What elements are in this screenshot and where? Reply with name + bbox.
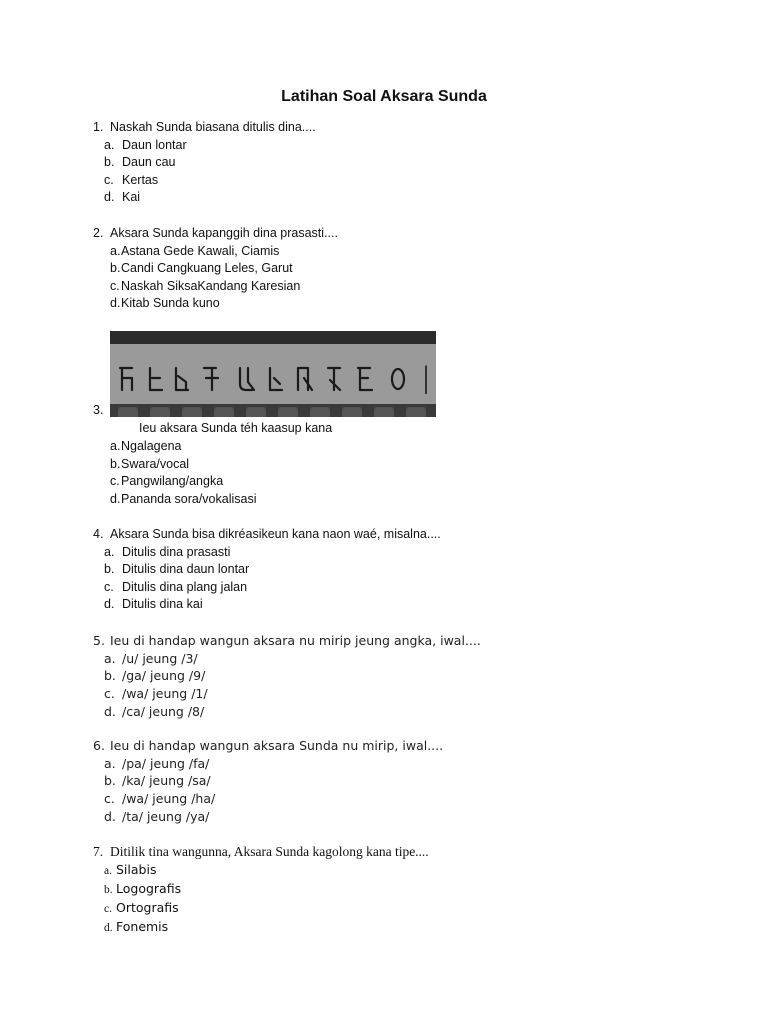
question-4: [93, 526, 441, 614]
option-text: Swara/vocal: [121, 456, 190, 471]
option-c[interactable]: [110, 473, 257, 491]
option-d[interactable]: [93, 918, 429, 937]
question-7: [93, 843, 429, 937]
option-c[interactable]: [93, 278, 338, 296]
question-text: Ieu aksara Sunda téh kaasup kana: [139, 421, 333, 435]
option-a[interactable]: [93, 755, 443, 773]
image-label-chip: [182, 407, 202, 417]
option-letter: b.: [104, 668, 116, 684]
option-d[interactable]: [93, 295, 338, 313]
options-list: [93, 755, 443, 826]
option-text: Fonemis: [116, 918, 169, 934]
options-list: [110, 438, 257, 508]
question-number: 7.: [93, 844, 104, 859]
image-label-chip: [278, 407, 298, 417]
image-label-chip: [118, 407, 138, 417]
question-number: 1.: [93, 120, 104, 134]
question-stem: [93, 526, 441, 544]
options-list: [93, 243, 338, 313]
option-letter: b.: [104, 155, 115, 170]
option-a[interactable]: [93, 650, 481, 668]
option-text: /u/ jeung /3/: [122, 650, 198, 666]
option-d[interactable]: [93, 808, 443, 826]
question-5: [93, 632, 481, 721]
option-text: Pangwilang/angka: [121, 474, 224, 489]
option-text: Silabis: [116, 861, 157, 877]
options-list: [93, 137, 316, 207]
option-c[interactable]: [93, 172, 316, 190]
option-text: /ta/ jeung /ya/: [122, 808, 210, 824]
option-d[interactable]: [93, 703, 481, 721]
options-list: [93, 650, 481, 721]
option-b[interactable]: [93, 880, 429, 899]
option-b[interactable]: [110, 456, 257, 474]
sundanese-script-glyphs-image: [110, 331, 436, 417]
option-letter: a.: [104, 544, 115, 559]
question-number: 2.: [93, 226, 104, 240]
question-stem: [93, 843, 429, 861]
option-letter: c.: [104, 172, 114, 187]
option-b[interactable]: [93, 772, 443, 790]
image-label-chip: [374, 407, 394, 417]
sundanese-glyphs-icon: [118, 364, 436, 394]
option-text: Ditulis dina kai: [122, 597, 203, 612]
question-text: Ieu di handap wangun aksara nu mirip jeung angka, iwal....: [110, 633, 481, 648]
question-text: Ditilik tina wangunna, Aksara Sunda kagolong kana tipe....: [110, 844, 429, 859]
option-letter: d.: [104, 808, 116, 824]
option-text: /ca/ jeung /8/: [122, 703, 205, 719]
question-stem: [93, 632, 481, 650]
option-text: Logografis: [116, 880, 182, 896]
image-label-chip: [310, 407, 330, 417]
option-c[interactable]: [93, 899, 429, 918]
question-2: [93, 225, 338, 313]
option-b[interactable]: [93, 260, 338, 278]
option-text: Ortografis: [116, 899, 179, 915]
option-d[interactable]: [93, 596, 441, 614]
option-letter: c.: [104, 579, 114, 594]
option-letter: d.: [104, 703, 116, 719]
option-letter: a.: [110, 243, 121, 258]
question-number: 5.: [93, 633, 105, 648]
option-text: Ditulis dina daun lontar: [122, 562, 250, 577]
question-text: Naskah Sunda biasana ditulis dina....: [110, 120, 316, 134]
option-text: Astana Gede Kawali, Ciamis: [121, 243, 280, 258]
option-text: Ditulis dina plang jalan: [122, 579, 248, 594]
page-title: Latihan Soal Aksara Sunda: [281, 88, 487, 105]
option-d[interactable]: [93, 189, 316, 207]
option-letter: d.: [104, 921, 113, 934]
option-text: Kertas: [122, 172, 159, 187]
option-a[interactable]: [93, 137, 316, 155]
question-stem: [93, 737, 443, 755]
option-b[interactable]: [93, 154, 316, 172]
option-text: /ka/ jeung /sa/: [122, 773, 211, 789]
image-label-chip: [246, 407, 266, 417]
option-text: Kitab Sunda kuno: [121, 296, 220, 311]
option-text: /ga/ jeung /9/: [122, 668, 206, 684]
option-text: Daun lontar: [122, 137, 187, 152]
option-text: Naskah SiksaKandang Karesian: [121, 278, 301, 293]
option-letter: c.: [110, 474, 120, 489]
option-letter: a.: [110, 439, 121, 453]
option-letter: b.: [110, 261, 121, 276]
option-letter: a.: [104, 864, 112, 877]
option-c[interactable]: [93, 685, 481, 703]
option-b[interactable]: [93, 667, 481, 685]
option-letter: b.: [104, 883, 113, 896]
question-stem: [93, 119, 316, 137]
option-letter: a.: [104, 755, 116, 771]
question-number: 3.: [93, 403, 104, 417]
option-a[interactable]: [93, 861, 429, 880]
question-text: Aksara Sunda bisa dikréasikeun kana naon waé, misalna....: [110, 527, 441, 541]
option-text: Kai: [122, 190, 141, 205]
image-top-bar: [110, 331, 436, 344]
option-a[interactable]: [93, 243, 338, 261]
question-stem: [93, 225, 338, 243]
option-a[interactable]: [110, 438, 257, 456]
option-text: Ditulis dina prasasti: [122, 544, 231, 559]
option-letter: b.: [110, 456, 121, 471]
option-letter: c.: [104, 686, 115, 702]
question-6: [93, 737, 443, 826]
option-letter: c.: [104, 791, 115, 807]
option-letter: d.: [110, 491, 121, 506]
option-letter: a.: [104, 137, 115, 152]
option-text: Candi Cangkuang Leles, Garut: [121, 261, 293, 276]
option-letter: d.: [104, 190, 115, 205]
option-a[interactable]: [93, 544, 441, 562]
option-text: Daun cau: [122, 155, 176, 170]
options-list: [93, 861, 429, 937]
option-b[interactable]: [93, 561, 441, 579]
question-number: 4.: [93, 527, 104, 541]
option-text: /wa/ jeung /1/: [122, 686, 208, 702]
option-d[interactable]: [110, 491, 257, 509]
option-c[interactable]: [93, 579, 441, 597]
option-text: /pa/ jeung /fa/: [122, 755, 210, 771]
option-letter: c.: [104, 902, 112, 915]
option-c[interactable]: [93, 790, 443, 808]
question-text: Aksara Sunda kapanggih dina prasasti....: [110, 226, 338, 240]
option-letter: b.: [104, 562, 115, 577]
option-letter: a.: [104, 650, 116, 666]
option-letter: d.: [110, 296, 121, 311]
option-text: Ngalagena: [121, 439, 182, 453]
option-letter: c.: [110, 278, 120, 293]
options-list: [93, 544, 441, 614]
option-text: /wa/ jeung /ha/: [122, 791, 216, 807]
option-letter: d.: [104, 597, 115, 612]
image-label-chip: [406, 407, 426, 417]
question-number: 6.: [93, 738, 105, 753]
image-label-chip: [150, 407, 170, 417]
question-text: Ieu di handap wangun aksara Sunda nu mirip, iwal....: [110, 738, 444, 753]
option-text: Pananda sora/vokalisasi: [121, 491, 257, 506]
question-1: [93, 119, 316, 207]
image-label-chip: [214, 407, 234, 417]
image-label-chip: [342, 407, 362, 417]
option-letter: b.: [104, 773, 116, 789]
